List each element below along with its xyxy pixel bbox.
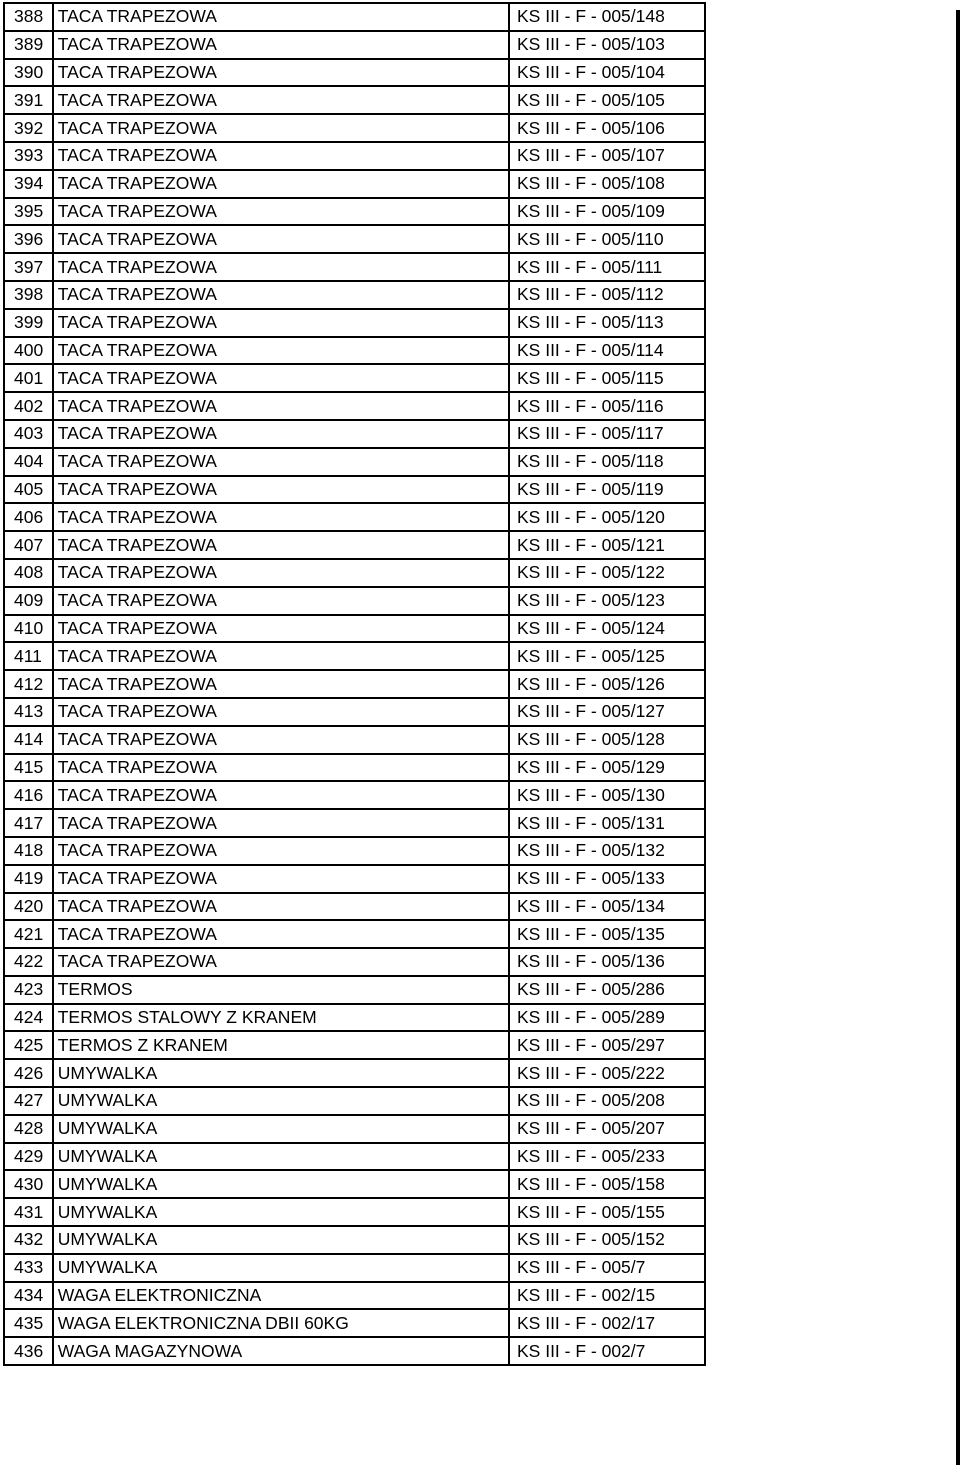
inventory-code-cell: KS III - F - 005/289: [509, 1004, 705, 1032]
table-row: [4, 1309, 705, 1337]
table-row: [4, 587, 705, 615]
table-row: [4, 698, 705, 726]
table-row: [4, 1226, 705, 1254]
item-name-cell: TACA TRAPEZOWA: [53, 587, 509, 615]
inventory-code-cell: KS III - F - 005/104: [509, 59, 705, 87]
inventory-code-cell: KS III - F - 005/124: [509, 615, 705, 643]
row-number-cell: 410: [4, 615, 53, 643]
item-name-cell: TACA TRAPEZOWA: [53, 670, 509, 698]
table-row: [4, 781, 705, 809]
inventory-code-cell: KS III - F - 005/152: [509, 1226, 705, 1254]
inventory-code-cell: KS III - F - 005/155: [509, 1198, 705, 1226]
row-number-cell: 424: [4, 1004, 53, 1032]
inventory-code-cell: KS III - F - 002/15: [509, 1282, 705, 1310]
row-number-cell: 434: [4, 1282, 53, 1310]
item-name-cell: TACA TRAPEZOWA: [53, 86, 509, 114]
item-name-cell: TACA TRAPEZOWA: [53, 642, 509, 670]
row-number-cell: 416: [4, 781, 53, 809]
table-row: [4, 865, 705, 893]
table-row: [4, 1282, 705, 1310]
inventory-code-cell: KS III - F - 005/125: [509, 642, 705, 670]
item-name-cell: UMYWALKA: [53, 1226, 509, 1254]
table-row: [4, 754, 705, 782]
inventory-table: [3, 2, 706, 1366]
row-number-cell: 436: [4, 1337, 53, 1365]
row-number-cell: 393: [4, 142, 53, 170]
inventory-code-cell: KS III - F - 005/114: [509, 337, 705, 365]
table-row: [4, 837, 705, 865]
inventory-code-cell: KS III - F - 005/126: [509, 670, 705, 698]
inventory-code-cell: KS III - F - 005/134: [509, 893, 705, 921]
table-row: [4, 337, 705, 365]
table-row: [4, 392, 705, 420]
row-number-cell: 422: [4, 948, 53, 976]
row-number-cell: 409: [4, 587, 53, 615]
table-row: [4, 142, 705, 170]
item-name-cell: TACA TRAPEZOWA: [53, 392, 509, 420]
inventory-code-cell: KS III - F - 005/130: [509, 781, 705, 809]
row-number-cell: 411: [4, 642, 53, 670]
inventory-code-cell: KS III - F - 005/286: [509, 976, 705, 1004]
item-name-cell: TACA TRAPEZOWA: [53, 893, 509, 921]
item-name-cell: TACA TRAPEZOWA: [53, 337, 509, 365]
table-row: [4, 920, 705, 948]
table-row: [4, 59, 705, 87]
row-number-cell: 408: [4, 559, 53, 587]
inventory-code-cell: KS III - F - 005/128: [509, 726, 705, 754]
inventory-code-cell: KS III - F - 005/158: [509, 1170, 705, 1198]
inventory-code-cell: KS III - F - 005/122: [509, 559, 705, 587]
row-number-cell: 412: [4, 670, 53, 698]
table-row: [4, 615, 705, 643]
row-number-cell: 403: [4, 420, 53, 448]
row-number-cell: 432: [4, 1226, 53, 1254]
item-name-cell: TACA TRAPEZOWA: [53, 3, 509, 31]
row-number-cell: 400: [4, 337, 53, 365]
table-row: [4, 309, 705, 337]
inventory-code-cell: KS III - F - 005/135: [509, 920, 705, 948]
table-row: [4, 1198, 705, 1226]
item-name-cell: TACA TRAPEZOWA: [53, 781, 509, 809]
table-row: [4, 503, 705, 531]
inventory-code-cell: KS III - F - 005/222: [509, 1059, 705, 1087]
row-number-cell: 388: [4, 3, 53, 31]
row-number-cell: 429: [4, 1143, 53, 1171]
table-row: [4, 1337, 705, 1365]
row-number-cell: 406: [4, 503, 53, 531]
inventory-code-cell: KS III - F - 005/117: [509, 420, 705, 448]
item-name-cell: TACA TRAPEZOWA: [53, 559, 509, 587]
item-name-cell: TACA TRAPEZOWA: [53, 59, 509, 87]
row-number-cell: 398: [4, 281, 53, 309]
inventory-code-cell: KS III - F - 005/131: [509, 809, 705, 837]
table-row: [4, 420, 705, 448]
inventory-code-cell: KS III - F - 005/118: [509, 448, 705, 476]
inventory-code-cell: KS III - F - 002/7: [509, 1337, 705, 1365]
inventory-code-cell: KS III - F - 005/123: [509, 587, 705, 615]
row-number-cell: 407: [4, 531, 53, 559]
row-number-cell: 433: [4, 1254, 53, 1282]
row-number-cell: 431: [4, 1198, 53, 1226]
inventory-code-cell: KS III - F - 005/129: [509, 754, 705, 782]
item-name-cell: TACA TRAPEZOWA: [53, 531, 509, 559]
inventory-code-cell: KS III - F - 005/121: [509, 531, 705, 559]
item-name-cell: TACA TRAPEZOWA: [53, 448, 509, 476]
row-number-cell: 428: [4, 1115, 53, 1143]
inventory-code-cell: KS III - F - 005/148: [509, 3, 705, 31]
item-name-cell: UMYWALKA: [53, 1170, 509, 1198]
row-number-cell: 405: [4, 476, 53, 504]
inventory-code-cell: KS III - F - 005/106: [509, 114, 705, 142]
item-name-cell: TERMOS STALOWY Z KRANEM: [53, 1004, 509, 1032]
table-row: [4, 31, 705, 59]
inventory-code-cell: KS III - F - 005/127: [509, 698, 705, 726]
row-number-cell: 397: [4, 253, 53, 281]
row-number-cell: 392: [4, 114, 53, 142]
row-number-cell: 395: [4, 198, 53, 226]
row-number-cell: 391: [4, 86, 53, 114]
item-name-cell: UMYWALKA: [53, 1115, 509, 1143]
table-row: [4, 198, 705, 226]
row-number-cell: 389: [4, 31, 53, 59]
table-row: [4, 448, 705, 476]
inventory-code-cell: KS III - F - 005/111: [509, 253, 705, 281]
item-name-cell: TACA TRAPEZOWA: [53, 170, 509, 198]
item-name-cell: TACA TRAPEZOWA: [53, 948, 509, 976]
item-name-cell: TACA TRAPEZOWA: [53, 309, 509, 337]
row-number-cell: 430: [4, 1170, 53, 1198]
row-number-cell: 419: [4, 865, 53, 893]
item-name-cell: UMYWALKA: [53, 1087, 509, 1115]
item-name-cell: WAGA ELEKTRONICZNA DBII 60KG: [53, 1309, 509, 1337]
item-name-cell: TACA TRAPEZOWA: [53, 809, 509, 837]
inventory-code-cell: KS III - F - 005/133: [509, 865, 705, 893]
table-row: [4, 364, 705, 392]
table-row: [4, 1004, 705, 1032]
item-name-cell: TACA TRAPEZOWA: [53, 198, 509, 226]
item-name-cell: TACA TRAPEZOWA: [53, 225, 509, 253]
inventory-code-cell: KS III - F - 005/110: [509, 225, 705, 253]
inventory-code-cell: KS III - F - 005/120: [509, 503, 705, 531]
row-number-cell: 396: [4, 225, 53, 253]
item-name-cell: UMYWALKA: [53, 1059, 509, 1087]
inventory-code-cell: KS III - F - 005/208: [509, 1087, 705, 1115]
table-row: [4, 809, 705, 837]
item-name-cell: TACA TRAPEZOWA: [53, 754, 509, 782]
row-number-cell: 425: [4, 1031, 53, 1059]
inventory-code-cell: KS III - F - 005/7: [509, 1254, 705, 1282]
table-row: [4, 531, 705, 559]
row-number-cell: 404: [4, 448, 53, 476]
table-body: [4, 3, 705, 1365]
table-row: [4, 893, 705, 921]
row-number-cell: 426: [4, 1059, 53, 1087]
table-row: [4, 1254, 705, 1282]
item-name-cell: TACA TRAPEZOWA: [53, 865, 509, 893]
row-number-cell: 427: [4, 1087, 53, 1115]
item-name-cell: TACA TRAPEZOWA: [53, 476, 509, 504]
item-name-cell: TACA TRAPEZOWA: [53, 503, 509, 531]
row-number-cell: 421: [4, 920, 53, 948]
row-number-cell: 402: [4, 392, 53, 420]
table-row: [4, 976, 705, 1004]
item-name-cell: TACA TRAPEZOWA: [53, 281, 509, 309]
table-row: [4, 170, 705, 198]
item-name-cell: TACA TRAPEZOWA: [53, 615, 509, 643]
item-name-cell: TACA TRAPEZOWA: [53, 364, 509, 392]
row-number-cell: 413: [4, 698, 53, 726]
inventory-code-cell: KS III - F - 005/115: [509, 364, 705, 392]
item-name-cell: TACA TRAPEZOWA: [53, 837, 509, 865]
inventory-code-cell: KS III - F - 005/112: [509, 281, 705, 309]
table-row: [4, 86, 705, 114]
table-row: [4, 1115, 705, 1143]
table-row: [4, 1170, 705, 1198]
item-name-cell: TACA TRAPEZOWA: [53, 420, 509, 448]
item-name-cell: TACA TRAPEZOWA: [53, 142, 509, 170]
row-number-cell: 399: [4, 309, 53, 337]
row-number-cell: 394: [4, 170, 53, 198]
row-number-cell: 417: [4, 809, 53, 837]
page-edge-bar: [956, 10, 960, 1465]
inventory-code-cell: KS III - F - 005/108: [509, 170, 705, 198]
table-row: [4, 281, 705, 309]
item-name-cell: TACA TRAPEZOWA: [53, 726, 509, 754]
table-row: [4, 225, 705, 253]
table-row: [4, 670, 705, 698]
inventory-code-cell: KS III - F - 005/109: [509, 198, 705, 226]
table-row: [4, 3, 705, 31]
row-number-cell: 415: [4, 754, 53, 782]
inventory-code-cell: KS III - F - 005/132: [509, 837, 705, 865]
row-number-cell: 390: [4, 59, 53, 87]
table-row: [4, 559, 705, 587]
table-row: [4, 1143, 705, 1171]
row-number-cell: 435: [4, 1309, 53, 1337]
row-number-cell: 418: [4, 837, 53, 865]
item-name-cell: TERMOS Z KRANEM: [53, 1031, 509, 1059]
table-row: [4, 642, 705, 670]
inventory-code-cell: KS III - F - 005/207: [509, 1115, 705, 1143]
inventory-code-cell: KS III - F - 005/103: [509, 31, 705, 59]
inventory-code-cell: KS III - F - 005/105: [509, 86, 705, 114]
table-row: [4, 1087, 705, 1115]
row-number-cell: 401: [4, 364, 53, 392]
item-name-cell: UMYWALKA: [53, 1254, 509, 1282]
inventory-code-cell: KS III - F - 005/113: [509, 309, 705, 337]
inventory-code-cell: KS III - F - 005/136: [509, 948, 705, 976]
item-name-cell: WAGA ELEKTRONICZNA: [53, 1282, 509, 1310]
row-number-cell: 423: [4, 976, 53, 1004]
inventory-code-cell: KS III - F - 005/297: [509, 1031, 705, 1059]
table-row: [4, 726, 705, 754]
table-row: [4, 1059, 705, 1087]
table-row: [4, 253, 705, 281]
item-name-cell: UMYWALKA: [53, 1143, 509, 1171]
table-row: [4, 1031, 705, 1059]
inventory-code-cell: KS III - F - 005/116: [509, 392, 705, 420]
item-name-cell: TACA TRAPEZOWA: [53, 253, 509, 281]
table-row: [4, 114, 705, 142]
inventory-code-cell: KS III - F - 005/233: [509, 1143, 705, 1171]
row-number-cell: 420: [4, 893, 53, 921]
row-number-cell: 414: [4, 726, 53, 754]
item-name-cell: TACA TRAPEZOWA: [53, 698, 509, 726]
inventory-code-cell: KS III - F - 005/107: [509, 142, 705, 170]
table-row: [4, 948, 705, 976]
inventory-code-cell: KS III - F - 002/17: [509, 1309, 705, 1337]
item-name-cell: TACA TRAPEZOWA: [53, 920, 509, 948]
item-name-cell: UMYWALKA: [53, 1198, 509, 1226]
item-name-cell: TACA TRAPEZOWA: [53, 31, 509, 59]
inventory-code-cell: KS III - F - 005/119: [509, 476, 705, 504]
item-name-cell: TACA TRAPEZOWA: [53, 114, 509, 142]
table-row: [4, 476, 705, 504]
item-name-cell: WAGA MAGAZYNOWA: [53, 1337, 509, 1365]
item-name-cell: TERMOS: [53, 976, 509, 1004]
